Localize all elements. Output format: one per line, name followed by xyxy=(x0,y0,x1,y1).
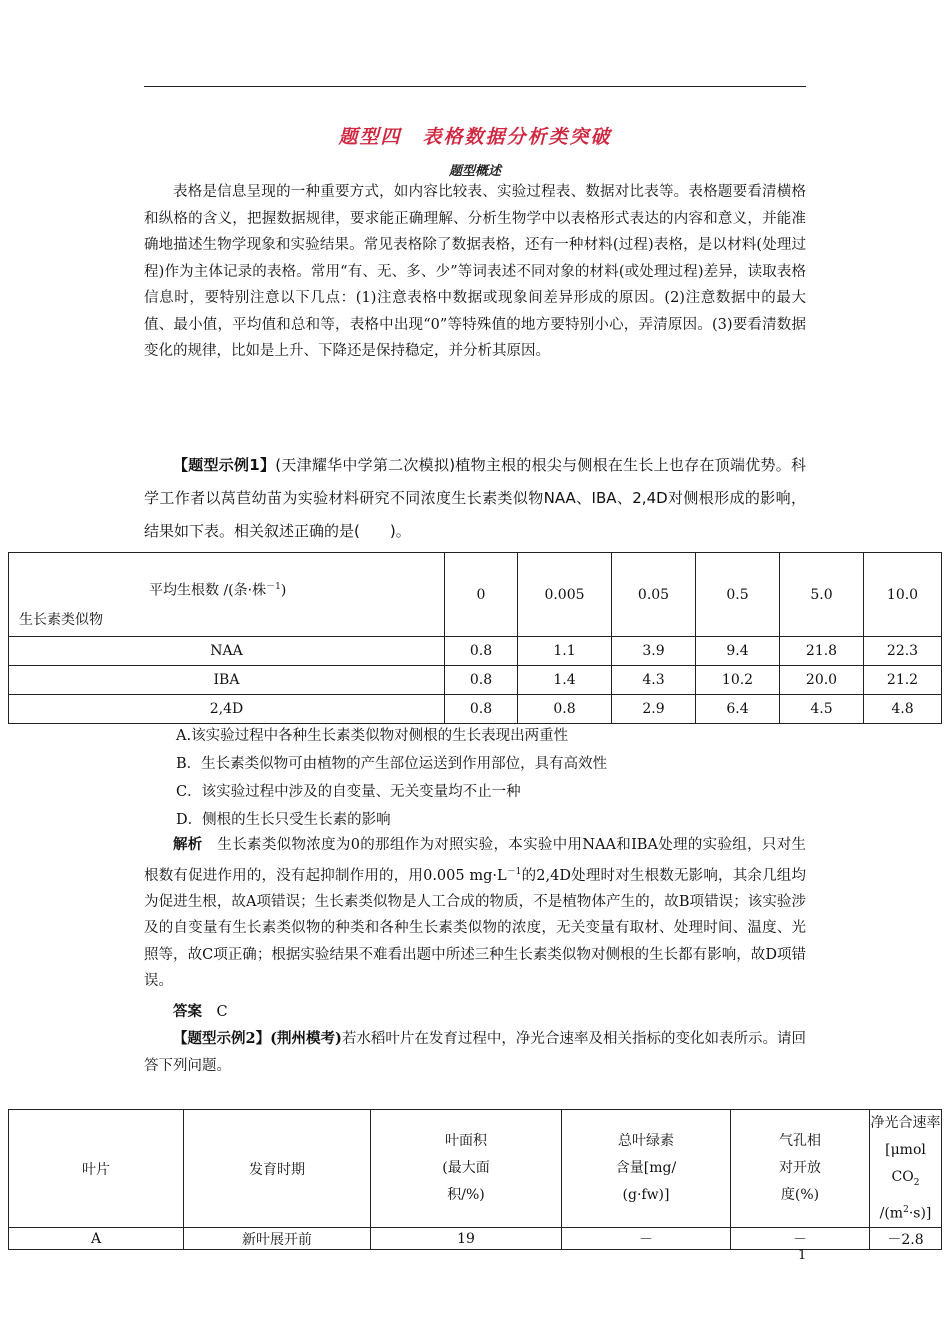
table-header-diagonal xyxy=(9,553,445,637)
cell: 22.3 xyxy=(864,637,942,666)
table-row xyxy=(9,637,942,666)
cell: 新叶展开前 xyxy=(184,1228,371,1250)
table-row xyxy=(9,695,942,724)
example1-label: 【题型示例1】 xyxy=(173,456,276,474)
header-bottom-label: 生长素类似物 xyxy=(19,612,103,628)
answer-line xyxy=(144,999,806,1026)
cell: 6.4 xyxy=(696,695,780,724)
overview-paragraph: 表格是信息呈现的一种重要方式，如内容比较表、实验过程表、数据对比表等。表格题要看清横格和纵格的含义，把握数据规律，要求能正确理解、分析生物学中以表格形式表达的内容和意义，并能准确地描述生物学现象和实验结果。常见表格除了数据表格，还有一种材料(过程)表格，是以材料(处理过程)作为主体记录的表格。常用“有、无、多、少”等词表述不同对象的材料(或处理过程)差异，读取表格信息时，要特别注意以下几点：(1)注意表格中数据或现象间差异形成的原因。(2)注意数据中的最大值、最小值，平均值和总和等，表格中出现“0”等特殊值的地方要特别小心，弄清原因。(3)要看清数据变化的规律，比如是上升、下降还是保持稳定，并分析其原因。 xyxy=(144,184,806,359)
conc-header: 0.05 xyxy=(612,553,696,637)
cell: 19 xyxy=(371,1228,562,1250)
cell: 4.5 xyxy=(780,695,864,724)
cell: 1.4 xyxy=(518,666,612,695)
example2-question xyxy=(144,1026,806,1079)
example1-text: (天津耀华中学第二次模拟)植物主根的根尖与侧根在生长上也存在顶端优势。科学工作者以莴苣幼苗为实验材料研究不同浓度生长素类似物NAA、IBA、2,4D对侧根形成的影响，结果如下表。相关叙述正确的是( )。 xyxy=(144,456,806,540)
page-number: 1 xyxy=(798,1248,807,1263)
cell: 4.8 xyxy=(864,695,942,724)
cell: 21.2 xyxy=(864,666,942,695)
cell: － xyxy=(731,1228,870,1250)
conc-header: 0.005 xyxy=(518,553,612,637)
cell: 0.8 xyxy=(518,695,612,724)
conc-header: 10.0 xyxy=(864,553,942,637)
header-rule xyxy=(144,86,806,87)
cell: 2.9 xyxy=(612,695,696,724)
example1-question xyxy=(144,449,806,548)
conc-header: 5.0 xyxy=(780,553,864,637)
cell: － xyxy=(562,1228,731,1250)
area-header: 叶面积 (最大面 积/%) xyxy=(371,1110,562,1228)
row-name: 2,4D xyxy=(9,695,445,724)
page-title: 题型四 表格数据分析类突破 xyxy=(338,126,612,148)
stoma-header: 气孔相 对开放 度(%) xyxy=(731,1110,870,1228)
option-d: D．侧根的生长只受生长素的影响 xyxy=(176,812,391,828)
cell: A xyxy=(9,1228,184,1250)
analysis-paragraph: 解析 生长素类似物浓度为0的那组作为对照实验，本实验中用NAA和IBA处理的实验组，只对生根数有促进作用的，没有起抑制作用的，用0.005 $mg\cdot L^{-1}$的2,4D处理时对生根数无影响，其余几组均为促进生根，故A项错误；生长素类似物是人工合成的物质，不是植物体产生的，故B项错误；该实验涉及的自变量有生长素类似物的种类和各种生长素类似物的浓度，无关变量有取材、处理时间、温度、光照等，故C项正确；根据实验结果不难看出题中所述三种生长素类似物对侧根的生长都有影响，故D项错误。 xyxy=(144,836,806,990)
analysis-label: 解析 xyxy=(173,836,203,853)
example2-source: (荆州模考) xyxy=(270,1030,342,1047)
cell: 3.9 xyxy=(612,637,696,666)
cell: 10.2 xyxy=(696,666,780,695)
conc-header: 0 xyxy=(445,553,518,637)
row-name: NAA xyxy=(9,637,445,666)
table-row xyxy=(9,666,942,695)
chlorophyll-header: 总叶绿素 含量[mg/ (g·fw)] xyxy=(562,1110,731,1228)
cell: 20.0 xyxy=(780,666,864,695)
auxin-data-table xyxy=(8,552,942,724)
conc-header: 0.5 xyxy=(696,553,780,637)
stage-header: 发育时期 xyxy=(184,1110,371,1228)
option-b: B．生长素类似物可由植物的产生部位运送到作用部位，具有高效性 xyxy=(176,756,608,772)
rate-header: 净光合速率 [μmol $CO_2$ $/(m^2\cdot s)$] xyxy=(870,1110,942,1228)
table-row xyxy=(9,1228,942,1250)
section-subtitle: 题型概述 xyxy=(448,164,501,179)
cell: 0.8 xyxy=(445,695,518,724)
answer-label: 答案 xyxy=(173,1003,202,1020)
answer-value: C xyxy=(216,1004,228,1020)
cell: 0.8 xyxy=(445,637,518,666)
cell: 21.8 xyxy=(780,637,864,666)
option-c: C．该实验过程中涉及的自变量、无关变量均不止一种 xyxy=(176,784,521,800)
leaf-header: 叶片 xyxy=(9,1110,184,1228)
header-top-label: 平均生根数 /(条·株$^{-1}$) xyxy=(149,582,287,599)
rice-leaf-table xyxy=(8,1109,942,1250)
option-a: A.该实验过程中各种生长素类似物对侧根的生长表现出两重性 xyxy=(176,728,569,744)
example2-label: 【题型示例2】 xyxy=(173,1030,271,1047)
cell: 1.1 xyxy=(518,637,612,666)
cell: 9.4 xyxy=(696,637,780,666)
cell: 4.3 xyxy=(612,666,696,695)
cell: 0.8 xyxy=(445,666,518,695)
cell: －2.8 xyxy=(870,1228,942,1250)
example2-text: 若水稻叶片在发育过程中，净光合速率及相关指标的变化如表所示。请回答下列问题。 xyxy=(144,1031,806,1074)
row-name: IBA xyxy=(9,666,445,695)
